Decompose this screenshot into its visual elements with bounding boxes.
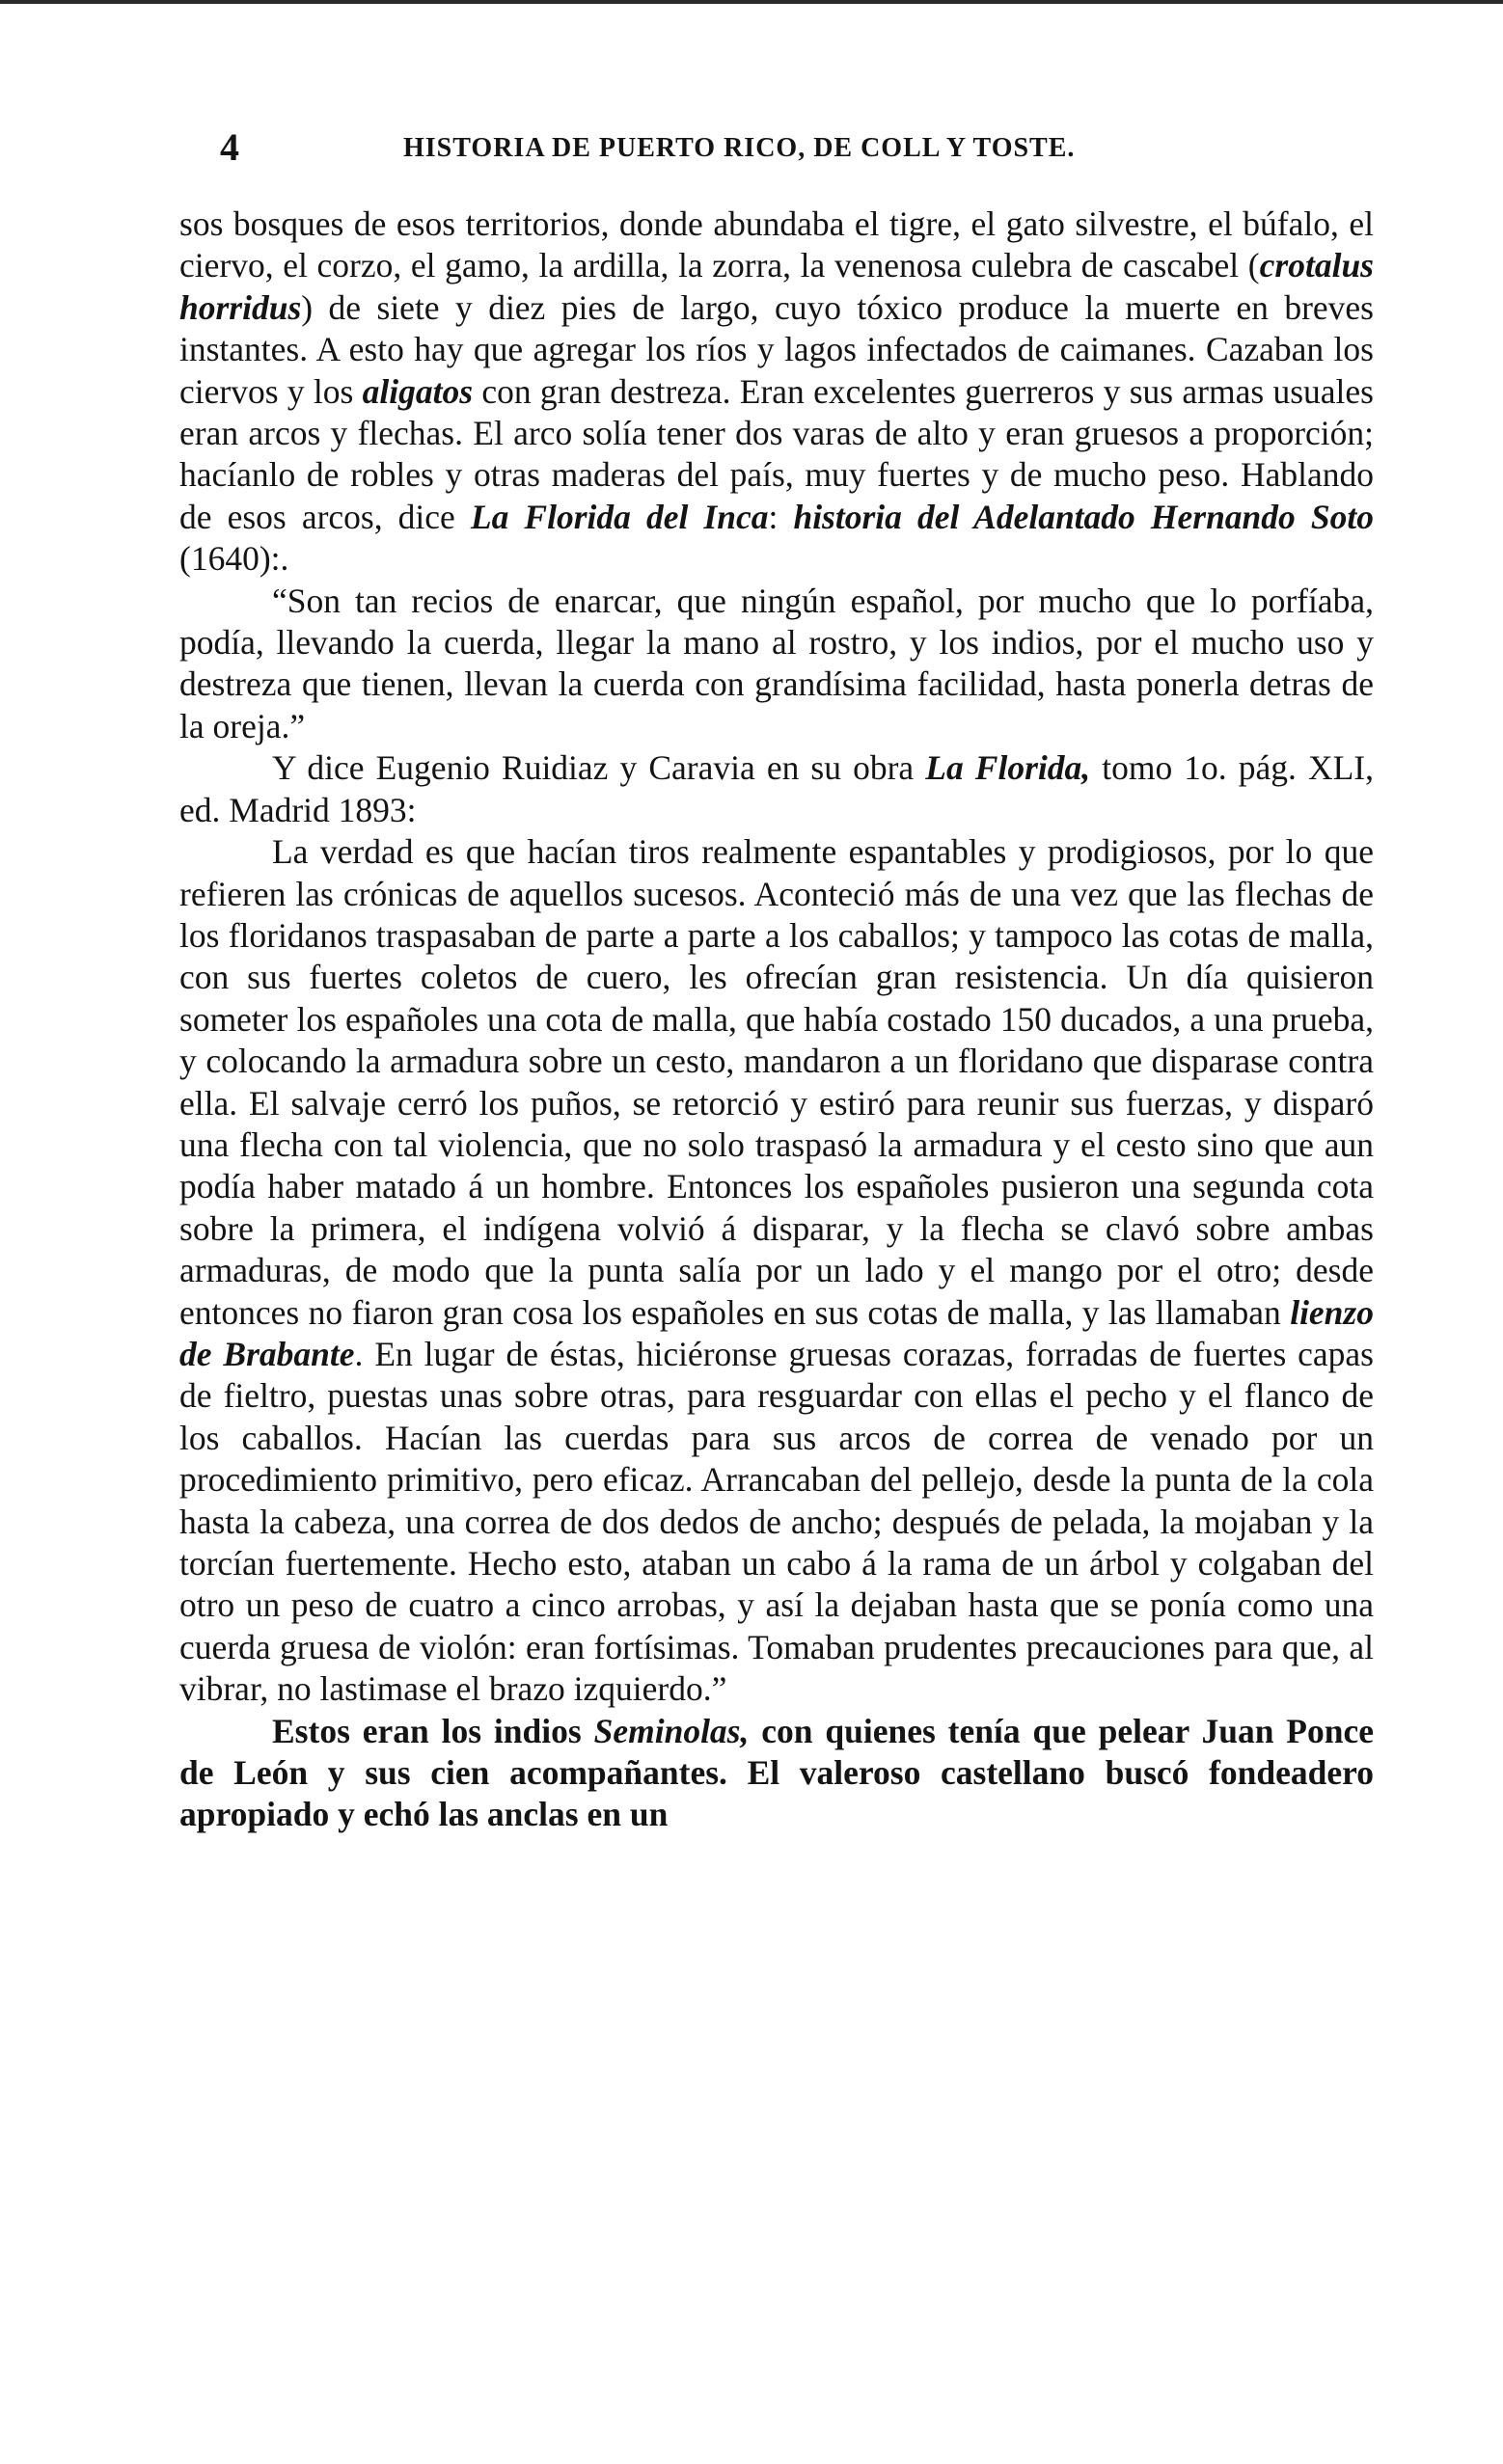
text-run: “Son tan recios de enarcar, que ningún español, por mucho que lo porfíaba, podía, llevando la cuerda, llegar la mano al rostro, y los indios, por el mucho uso y destreza que tienen, llevan la cuerda con grandísima facilidad, hasta ponerla detras de la oreja.” <box>179 581 1374 745</box>
italic-term-seminolas: Seminolas, <box>593 1711 750 1750</box>
text-run: La verdad es que hacían tiros realmente espantables y prodigiosos, por lo que refieren las crónicas de aquellos sucesos. Aconteció más de una vez que las flechas de los floridanos traspasaban de parte a parte a los caballos; y tampoco las cotas de malla, con sus fuertes coletos de cuero, les ofrecían gran resistencia. Un día quisieron someter los españoles una cota de malla, que había costado 150 ducados, a una prueba, y colocando la armadura sobre un cesto, mandaron a un floridano que disparase contra ella. El salvaje cerró los puños, se retorció y estiró para reunir sus fuerzas, y disparó una flecha con tal violencia, que no solo traspasó la armadura y el cesto sino que aun podía haber matado á un hombre. Entonces los españoles pusieron una segunda cota sobre la primera, el indígena volvió á disparar, y la flecha se clavó sobre ambas armaduras, de modo que la punta salía por un lado y el mango por el otro; desde entonces no fiaron gran cosa los españoles en sus cotas de malla, y las llamaban <box>179 832 1374 1332</box>
text-run: . En lugar de éstas, hiciéronse gruesas corazas, forradas de fuertes capas de fieltro, puestas unas sobre otras, para resguardar con ellas el pecho y el flanco de los caballos. Hacían las cuerdas para sus arcos de correa de venado por un procedimiento primitivo, pero eficaz. Arrancaban del pellejo, desde la punta de la cola hasta la cabeza, una correa de dos dedos de ancho; después de pelada, la mojaban y la torcían fuertemente. Hecho esto, ataban un cabo á la rama de un árbol y colgaban del otro un peso de cuatro a cinco arrobas, y así la dejaban hasta que se ponía como una cuerda gruesa de violón: eran fortísimas. Tomaban prudentes precauciones para que, al vibrar, no lastimase el brazo izquierdo.” <box>179 1334 1374 1709</box>
paragraph-seminolas <box>179 1711 1374 1836</box>
text-run: ) de siete y diez pies de largo, cuyo tóxico produce la muerte en breves instantes. A esto hay que agregar los ríos y lagos infectados de caimanes. Cazaban los ciervos y los <box>179 287 1374 411</box>
page-number: 4 <box>220 125 239 169</box>
running-title: HISTORIA DE PUERTO RICO, DE COLL Y TOSTE. <box>403 133 1076 163</box>
text-run: sos bosques de esos territorios, donde abundaba el tigre, el gato silvestre, el búfalo, el ciervo, el corzo, el gamo, la ardilla, la zorra, la venenosa culebra de cascabel ( <box>179 204 1374 285</box>
italic-title-historia-adelantado: historia del Adelantado Hernando Soto <box>793 497 1374 536</box>
paragraph-quote-arrows <box>179 831 1374 1711</box>
italic-term-lienzo-de-brabante: lienzo de Brabante <box>179 1292 1374 1373</box>
italic-title-la-florida: La Florida, <box>925 748 1091 788</box>
text-run: (1640):. <box>179 539 289 579</box>
paragraph-citation-ruidiaz <box>179 747 1374 831</box>
text-run: con quienes tenía que pelear Juan Ponce de León y sus cien acompañantes. El valeroso castellano buscó fondeadero apropiado y echó las anclas en un <box>179 1711 1375 1834</box>
body-text <box>179 203 1374 1836</box>
paragraph-quote-bows <box>179 581 1374 748</box>
italic-term-crotalus: crotalus horridus <box>179 246 1374 327</box>
text-run: tomo 1o. pág. XLI, ed. Madrid 1893: <box>179 748 1374 829</box>
text-run: : <box>768 497 794 536</box>
paragraph-florida-wildlife <box>179 203 1374 581</box>
top-border-line <box>0 0 1503 4</box>
italic-title-la-florida-del-inca: La Florida del Inca <box>470 497 769 536</box>
text-run: con gran destreza. Eran excelentes guerreros y sus armas usuales eran arcos y flechas. El arco solía tener dos varas de alto y eran gruesos a proporción; hacíanlo de robles y otras maderas del país, muy fuertes y de mucho peso. Hablando de esos arcos, dice <box>179 371 1374 536</box>
page-header <box>220 125 1374 170</box>
italic-term-aligatos: aligatos <box>362 371 474 411</box>
text-run: Y dice Eugenio Ruidiaz y Caravia en su obra <box>272 748 926 788</box>
text-run: Estos eran los indios <box>272 1711 594 1750</box>
